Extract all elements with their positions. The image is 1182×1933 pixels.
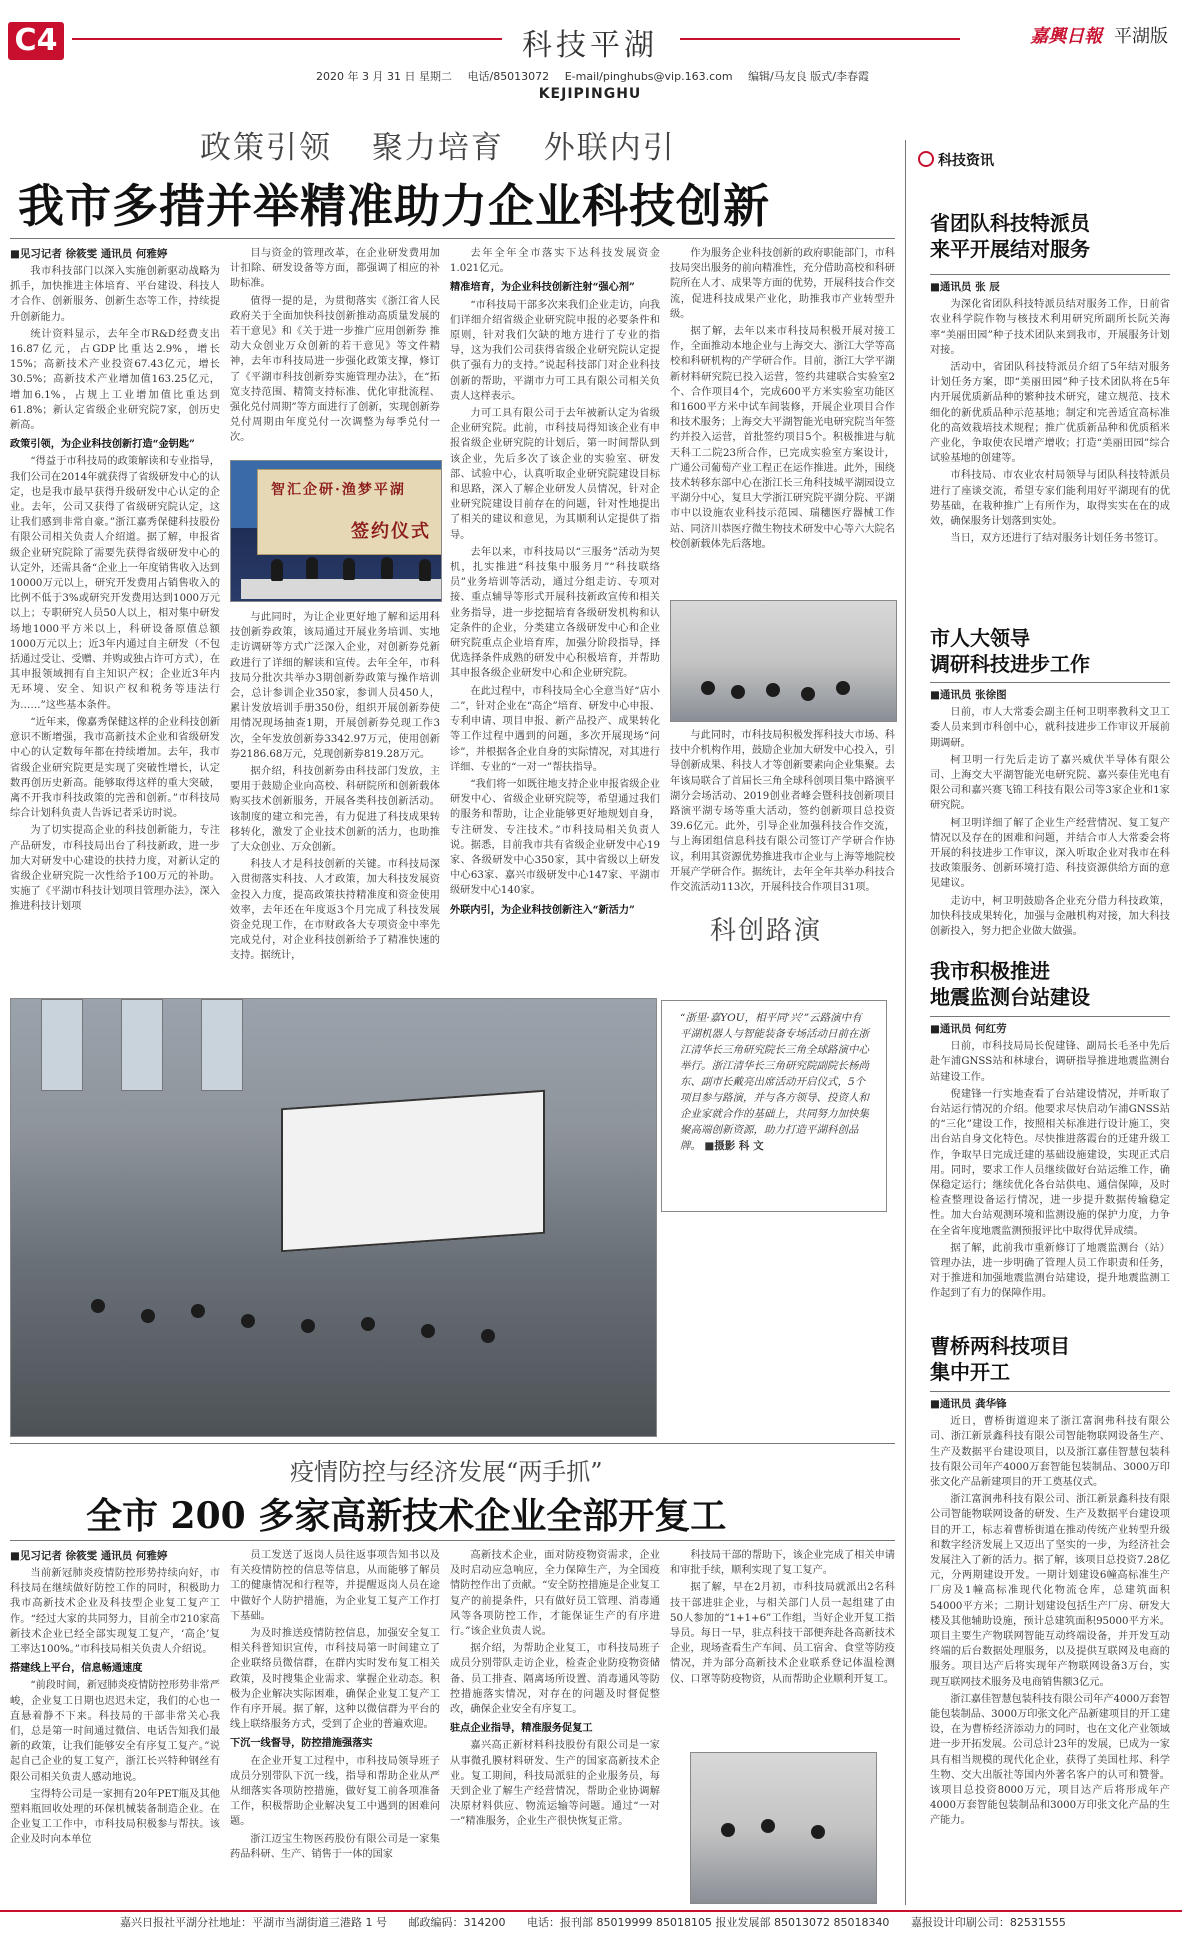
paragraph: 去年全年全市落实下达科技发展资金1.021亿元。 [450,248,660,275]
paragraph: 据介绍，为帮助企业复工，市科技局班子成员分别带队走访企业，检查企业防疫物资储备、员工排查、隔离场所设置、消毒通风等防控措施落实情况，对存在的问题及时督促整改，确保企业安全有序复工。 [450,1643,660,1716]
phone: 电话/85013072 [467,70,550,83]
paper-brand [1030,22,1168,48]
paragraph: 科技人才是科技创新的关键。市科技局深入贯彻落实科技、人才政策，加大科技发展资金投入力度，提高政策扶持精准度和资金使用效率，去年还在年度返3个月完成了科技发展资金兑现工作，在市财政各大专项资金中率先完成兑付，对企业科技创新给予了精准快速的支持。据统计， [230,859,440,962]
photo-window [41,999,83,1091]
signing-ceremony-photo [230,460,442,602]
paragraph: 浙江嘉佳智慧包装科技有限公司年产4000万套智能包装制品、3000万印张文化产品新建项目的开工建设，在为曹桥经济添动力的同时，也在文化产业领域进一步开拓发展。公司总计23年的发展，已成为一家具有相当规模的现代化企业，获得了美国杜邦、科学生物、交大出版社等国内外著名客户的认可和赞誉。该项目总投资8000万元，项目达产后将形成年产4000万套智能包装制品和3000万印张文化产品的生产能力。 [930,1693,1170,1827]
photo-person [271,559,283,581]
dateline [316,68,916,84]
photo-banner-sub: 签约仪式 [351,521,431,542]
paragraph: 与此同时，市科技局积极发挥科技大市场、科技中介机构作用，鼓励企业加大研发中心投入，引导创新成果、科技人才等创新要素向企业集聚。去年该局联合了首届长三角全球科创项目集中路演平湖分会场活动、2019创业者峰会暨科技创新项目路演平湖专场等重大活动，签约创新项目总投资39.6亿元。此外，引导企业加强科技合作交流，与上海团组信息科技有限公司签订产学研合作协议，利用其资源优势推进我市企业与上海等地院校开展产学研合作。据统计，去年全年共举办科技合作交流活动113次，开展科技合作项目31项。 [670,730,895,894]
paragraph: 宝得特公司是一家拥有20年PET瓶及其他塑料瓶回收处理的环保机械装备制造企业。在企业复工工作中，市科技局积极参与帮扶。该企业及时向本单位 [10,1788,220,1846]
sidebar-label-text: 科技资讯 [938,153,994,169]
editor: 编辑/马友良 版式/李春霞 [748,70,869,83]
rule [10,1443,895,1444]
photo-person [301,1319,315,1333]
photo-banner-text: 智汇企研·渔梦平湖 [271,482,406,498]
subheading: 下沉一线督导，防控措施强落实 [230,1737,373,1750]
article2-col3 [450,1548,660,1904]
article1-col1 [10,264,220,984]
kicker-part: 外联内引 [543,130,676,166]
footer-address: 嘉兴日报社平湖分社地址：平湖市当湖街道三港路 1 号 [120,1916,387,1929]
sidebar-headline: 省团队科技特派员 来平开展结对服务 [930,211,1090,261]
paragraph: 在此过程中，市科技局全心全意当好“店小二”，针对企业在“高企”培育、研发中心申报、专利申请、项目申报、新产品投产、成果转化等工作过程中遇到的问题，多次开展现场“问诊”，并根据各企业自身的实际情况，对其进行详细、专业的“一对一”帮扶指导。 [450,685,660,773]
sidebar-label-icon [918,151,934,167]
paragraph: 作为服务企业科技创新的政府职能部门，市科技局突出服务的前向精准性，充分借助高校和科研院所在人才、成果等方面的优势，开展科技合作交流，促进科技成果产业化，助推我市产业转型升级。 [670,248,895,320]
sidebar-headline: 市人大领导 调研科技进步工作 [930,626,1090,676]
paragraph: 倪建锋一行实地查看了台站建设情况，并听取了台站运行情况的介绍。他要求尽快启动乍浦GNSS站的“三化”建设工作，按照相关标准进行设计施工，突出台站自身文化特色。尽快推进落霞台的迁建升级工作，争取早日完成迁建的基础设施建设，实现正式启用。同时，要求工作人员继续做好台站运维工作，确保稳定运行；继续优化各台站供电、通信保障，及时检查整理设备运行情况，进一步提升数据传输稳定性。加大台站观测环境和监测设施的保护力度，力争在全省年度地震监测预报评比中取得优异成绩。 [930,1088,1170,1237]
photo-window [201,999,243,1091]
paragraph: 为及时推送疫情防控信息，加强安全复工相关科普知识宣传，市科技局第一时间建立了企业联络员微信群，在群内实时发布复工相关政策，及时搜集企业需求、掌握企业动态。积极为企业解决实际困难，确保企业复工复产工作有序开展。据了解，这种以微信群为平台的线上联络服务方式，受到了企业的普遍欢迎。 [230,1628,440,1731]
masthead-rule-left [72,38,502,40]
sidebar-article-body [930,280,1170,628]
paragraph: 浙江迈宝生物医药股份有限公司是一家集药品科研、生产、销售于一体的国家 [230,1833,440,1860]
rule [10,1540,895,1541]
rule [930,274,1170,275]
rule [10,238,895,239]
paragraph: 柯卫明一行先后走访了嘉兴威伏半导体有限公司、上海交大平湖智能光电研究院、嘉兴泰佳光电有限公司和嘉兴赛飞锦工科技有限公司等3家企业和1家研究院。 [930,754,1170,812]
photo-screen [281,1090,545,1252]
paragraph: “我们将一如既往地支持企业申报省级企业研发中心、省级企业研究院等，希望通过我们的服务和帮助，让企业能够更好地规划自身，专注研发、专注技术。”市科技局相关负责人说。据悉，目前我市共有省级企业研发中心19家、各级研发中心350家，其中省级以上研发中心63家、嘉兴市级研发中心147家、平湖市级研发中心140家。 [450,778,660,897]
sidebar-byline: ■通讯员 张 辰 [930,281,1000,293]
article2-col2 [230,1548,440,1904]
kicker-part: 聚力培育 [371,130,504,166]
paragraph: 在企业开复工过程中，市科技局领导班子成员分别带队下沉一线，指导和帮助企业从严从细落实各项防控措施，做好复工前各项准备工作，积极帮助企业解决复工中遇到的困难问题。 [230,1755,440,1828]
page-code: C4 [8,22,64,60]
sidebar-headline: 曹桥两科技项目 集中开工 [930,1334,1070,1384]
sidebar-label [918,150,994,172]
article1-col4-bottom [670,728,895,986]
paper-brand-edition: 平湖版 [1114,26,1168,47]
photo-person [381,557,393,579]
sidebar-article-body [930,1022,1170,1320]
factory-photo [690,1752,877,1904]
photo-person [419,559,431,581]
paragraph: 目与资金的管理改革，在企业研发费用加计扣除、研发设备等方面，都强调了相应的补助标准。 [230,248,440,290]
paragraph: “前段时间，新冠肺炎疫情防控形势非常严峻，企业复工日期也迟迟未定，我们的心也一直悬着静不下来。科技局的干部非常关心我们，总是第一时间通过微信、电话告知我们最新的政策，让我们能够安全有序复工复产。”说起自己企业的复工复产，浙江长兴特种钢丝有限公司相关负责人感动地说。 [10,1680,220,1783]
photo-feature-title: 科创路演 [710,916,823,946]
paragraph: 科技局干部的帮助下，该企业完成了相关申请和审批手续，顺利实现了复工复产。 [670,1550,895,1577]
photo-person [701,681,715,695]
paper-brand-logo: 嘉興日報 [1030,26,1103,47]
sidebar-article-body [930,688,1170,941]
sidebar-byline: ■通讯员 龚华锋 [930,1398,1007,1410]
photo-person [766,683,780,697]
paragraph: 活动中，省团队科技特派员介绍了5年结对服务计划任务方案，即“美丽田园”种子技术团队将在5年内开展优质新品种的繁种技术研究，建立规范、技术细化的新优质品种示范基地；制定和完善适宜高标准化的高效栽培技术规程；推广优质新品种和优质稻米产业化，争取使农民增产增收；打造“美丽田园”综合试验基地的创建等。 [930,362,1170,465]
paragraph: 据了解，早在2月初，市科技局就派出2名科技干部进驻企业，与相关部门人员一起组建了由50人参加的“1+1+6”工作组，当好企业开复工指导员。每日一早，驻点科技干部便奔赴各高新技术企业，现场查看生产车间、员工宿舍、食堂等防疫情况，并为部分高新技术企业联系登记体温检测仪、口罩等防疫物资，从而帮助企业顺利开复工。 [670,1582,895,1685]
article1-headline: 我市多措并举精准助力企业科技创新 [18,179,770,233]
photo-caption [680,1010,870,1154]
article2-col4-top [670,1548,895,1748]
paragraph: 值得一提的是，为贯彻落实《浙江省人民政府关于全面加快科技创新推动高质量发展的若干意见》和《关于进一步推广应用创新券 推动大众创业万众创新的若干意见》等文件精神，去年市科技局进一步强化政策支撑，修订了《平湖市科技创新券实施管理办法》，在“拓宽支持范围、精简支持标准、优化审批流程、强化兑付周期”等方面进行了创新，实现创新券兑付周期由年度兑付一次调整为每季兑付一次。 [230,295,440,444]
footer [0,1910,1182,1932]
paragraph: 与此同时，为让企业更好地了解和运用科技创新券政策，该局通过开展业务培训、实地走访调研等方式广泛深入企业，对创新券兑新政进行了详细的解读和宣传。去年全年，市科技局分批次共举办3期创新券政策与操作培训会，总计参训企业350家，参训人员450人，累计发放培训手册350份，组织开展创新券使用情况现场抽查1期，开展创新券兑现工作3次，全年发放创新券3342.97万元，使用创新券2186.68万元，兑现创新券819.28万元。 [230,612,440,760]
paragraph: “近年来，像嘉秀保健这样的企业科技创新意识不断增强，我市高新技术企业和省级研发中心的认定数每年都在持续增加。去年，我市省级企业研究院更是实现了突破性增长，认定数再创历史新高。能够取得这样的重大突破，离不开我市科技政策的完善和创新。”市科技局综合计划科负责人告诉记者采访时说。 [10,716,220,820]
photo-person [421,1324,435,1338]
paragraph: 嘉兴高正新材料科技股份有限公司是一家从事微孔膜材料研发、生产的国家高新技术企业。复工期间，科技局派驻的企业服务员，每天到企业了解生产经营情况，帮助企业协调解决原材料供应、物流运输等问题。通过“一对一”精准服务，企业生产很快恢复正常。 [450,1740,660,1828]
photo-person [836,681,850,695]
footer-design: 嘉报设计印刷公司：82531555 [910,1916,1066,1929]
article2-headline: 全市 200 多家高新技术企业全部开复工 [86,1495,727,1537]
paragraph: 据了解，此前我市重新修订了地震监测台（站）管理办法，进一步明确了管理人员工作职责和任务，对于推进和加强地震监测台站建设，提升地震监测工作起到了有力的保障作用。 [930,1242,1170,1300]
subheading: 精准培育，为企业科技创新注射“强心剂” [450,281,635,294]
article1-byline: ■见习记者 徐筱雯 通讯员 何雅婷 [10,248,168,260]
article2-col1 [10,1566,220,1904]
paragraph: 当日，双方还进行了结对服务计划任务书签订。 [950,533,1165,545]
masthead [0,0,1182,100]
sidebar-divider [905,140,906,1905]
date: 2020 年 3 月 31 日 星期二 [316,70,452,83]
photo-person [481,1329,495,1343]
article2-kicker: 疫情防控与经济发展“两手抓” [290,1458,603,1486]
paragraph: 市科技局、市农业农村局领导与团队科技特派员进行了座谈交流，希望专家们能利用好平湖现有的优势基础，在栽种推广上有所作为，取得实实在在的成效，确保服务计划落到实处。 [930,470,1170,528]
photo-table [241,579,442,599]
paragraph: 当前新冠肺炎疫情防控形势持续向好，市科技局在继续做好防控工作的同时，积极助力我市高新技术企业及科技型企业复工复产工作。“经过大家的共同努力，目前全市210家高新技术企业已经全部实现复工复产，‘高企’复工率达100%。”市科技局相关负责人介绍说。 [10,1568,220,1656]
rule [930,682,1170,683]
paragraph: 日前，市科技局局长倪建锋、副局长毛圣中先后赴乍浦GNSS站和林埭台，调研指导推进地震监测台站建设工作。 [930,1041,1170,1083]
photo-person [191,1304,205,1318]
photo-person [731,685,745,699]
paragraph: “市科技局干部多次来我们企业走访，向我们详细介绍省级企业研究院申报的必要条件和原则，针对我们欠缺的地方进行了专业的指导，这为我们公司获得省级企业研究院认定提供了强有力的支持。”说起科技部门对企业科技创新的帮助，平湖市力可工具有限公司相关负责人这样表示。 [450,299,660,402]
paragraph: “得益于市科技局的政策解读和专业指导，我们公司在2014年就获得了省级研发中心的认定，也是我市最早获得升级研发中心认定的企业。去年，公司又获得了省级研究院认定，这让我们感到非常自豪。”浙江嘉秀保健科技股份有限公司相关负责人介绍道。据了解，申报省级企业研究院除了需要先获得省级研发中心的认定外，还需具备“企业上一年度销售收入达到10000万元以上，研究开发费用占销售收入的比例不低于3%或研究开发费用达到1000万元以上；专职研究人员50人以上，相对集中研发场地1000平方米以上，科研设备原值总额1000万元以上；近3年内通过自主研发（不包括通过受让、受赠、并购或独占许可方式），在其申报领域拥有自主知识产权；企业近3年内无环境、安全、知识产权和税务等违法行为……”这些基本条件。 [10,456,220,711]
paragraph: 力可工具有限公司于去年被新认定为省级企业研究院。此前，市科技局得知该企业有申报省级企业研究院的计划后，第一时间帮队到该企业，先后多次了该企业的实验室、研发部、试验中心，认真听取企业研究院建设目标和思路，深入了解企业研发人员情况，针对企业研究院建设目前存在的问题，针对性地提出了相关的建议和意见，为其顺利认定提供了指导。 [450,408,660,541]
paragraph: 柯卫明详细了解了企业生产经营情况、复工复产情况以及存在的困难和问题，并结合市人大常委会将开展的科技进步工作审议，深入听取企业对我市在科技政策服务、创新环境打造、科技资源供给方面的意见建议。 [930,817,1170,890]
footer-phone: 电话：报刊部 85019999 85018105 报业发展部 85013072 85018340 [527,1916,890,1929]
photo-person [801,687,815,701]
paragraph: 员工发送了返岗人员往返事项告知书以及有关疫情防控的信息等信息，从而能够了解员工的健康情况和行程等，并提醒返岗人员在途中做好个人防护措施，为企业复工复产工作打下基础。 [230,1550,440,1622]
subheading: 驻点企业指导，精准服务促复工 [450,1722,593,1735]
article1-col2-bottom [230,610,440,985]
photo-person [721,1823,735,1837]
email: E-mail/pinghubs@vip.163.com [564,70,733,83]
rule [930,1391,1170,1392]
rule [930,1016,1170,1017]
section-title: 科技平湖 [522,28,658,63]
photo-person [761,1819,775,1833]
photo-caption-text: “浙里·嘉YOU，相平同‘兴’”云路演中有平湖机器人与智能装备专场活动日前在浙江清华长三角研究院长三角全球路演中心举行。浙江清华长三角研究院副院长杨尚东、副市长戴亮出席活动开启仪式，5个项目参与路演，并与各方领导、投资人和企业家就合作的基础上，共同努力加快集聚高端创新资源，助力打造平湖科创品牌。 [680,1012,869,1152]
roadshow-photo [10,998,657,1437]
photo-person [811,1825,825,1839]
paragraph: 浙江富润弗科技有限公司、浙江新景鑫科技有限公司智能物联网设备的研发、生产及数据平台建设项目的开工，标志着曹桥街道在推动传统产业转型升级和数字经济发展上又迈出了坚实的一步，为经济社会发展注入了新的活力。据了解，该项目总投资7.28亿元，分两期建设开发。一期计划建设6幢高标准生产厂房及1幢高标准现代化物流仓库，总建筑面积54000平方米；二期计划建设包括生产厂房、研发大楼及其他辅助设施，预计总建筑面积95000平方米。项目主要生产物联网智能互动终端设备，并开发互动终端的后台数据处理服务，以及提供互联网及电商的服务。项目达产后将实现年产物联网设备3万台，实现互联网技术服务及电商销售额3亿元。 [930,1494,1170,1688]
paragraph: 走访中，柯卫明鼓励各企业充分借力科技政策，加快科技成果转化，加强与金融机构对接，加大科技创新投入，努力把企业做大做强。 [930,895,1170,938]
subheading: 搭建线上平台，信息畅通速度 [10,1662,143,1675]
subheading: 外联内引，为企业科技创新注入“新活力” [450,903,635,916]
sidebar-byline: ■通讯员 何红劳 [930,1023,1007,1035]
photo-person [241,1314,255,1328]
paragraph: 近日，曹桥街道迎来了浙江富润弗科技有限公司、浙江新景鑫科技有限公司智能物联网设备生产、生产及数据平台建设项目，以及浙江嘉佳智慧包装科技有限公司年产4000万套智能包装制品、3000万印张文化产品新建项目的开工奠基仪式。 [930,1416,1170,1489]
sidebar-article-body [930,1397,1170,1905]
paragraph: 为了切实提高企业的科技创新能力，专注产品研发，市科技局出台了科技新政，进一步加大对研发中心建设的扶持力度，对新认定的省级企业研究院一次性给予100万元的补助。实施了《平湖市科技计划项目管理办法》，深入推进科技计划项 [10,825,220,913]
subheading: 政策引领，为企业科技创新打造“金钥匙” [10,438,195,451]
sidebar-byline: ■通讯员 张徐图 [930,689,1007,701]
paragraph: 据介绍，科技创新券由科技部门发放，主要用于鼓励企业向高校、科研院所和创新载体购买技术创新服务，开展各类科技创新活动。该制度的建立和完善，有力促进了科技成果转移转化，激发了企业技术创新的活力，也助推了大众创业、万众创新。 [230,766,440,854]
paragraph: 我市科技部门以深入实施创新驱动战略为抓手，加快推进主体培育、平台建设、科技人才合作、创新服务、创新生态等工作，持续提升创新能力。 [10,266,220,323]
paragraph: 据了解，去年以来市科技局积极开展对接工作，全面推动本地企业与上海交大、浙江大学等高校和科研机构的产学研合作。目前，浙江大学平湖新材料研究院已投入运营，签约共建联合实验室2个、合作项目4个，完成600平方米实验室功能区和1600平方米中试车间装修，开展企业项目合作和技术服务；上海交大平湖智能光电研究院当年签约并投入运营，首批签约项目5个。积极推进与航天科工二院23所合作，已完成实验室方案设计，广通公司葡萄产业工程正在运作推进。此外，围绕技术转移东部中心在浙江长三角科技城平湖园设立平湖分中心，复旦大学浙江研究院平湖分院、平湖市中以设施农业科技示范园、瑞穗医疗器械工作站、同济川恭医疗微生物技术研发中心等六大院名校创新载体先后落地。 [670,326,895,550]
photo-person [306,557,318,579]
paragraph: 日前，市人大常委会副主任柯卫明率教科文卫工委人员来到市科创中心，就科技进步工作审议开展前期调研。 [930,707,1170,749]
photo-person [361,1317,375,1331]
section-pinyin: KEJIPINGHU [538,86,642,102]
photo-person [141,1309,155,1323]
footer-postcode: 邮政编码：314200 [408,1916,506,1929]
paragraph: 去年以来，市科技局以“三服务”活动为契机，扎实推进“科技集中服务月”“科技联络员”业务培训等活动，通过分组走访、专项对接、重点辅导等形式开展科技新政宣传和相关业务指导，进一步挖掘培育各级研发机构和认定条件的企业，分类建立各级研发中心和企业研究院重点企业培育库，加强分阶段指导，择优选择条件成熟的研发中心积极培育，并帮助其申报各级企业研发中心和企业研究院。 [450,546,660,680]
paragraph: 高新技术企业，面对防疫物资需求，企业及时启动应急响应，全力保障生产，为全国疫情防控作出了贡献。“安全防控措施是企业复工复产的前提条件，只有做好员工管理、消毒通风等各项防控工作，才能保证生产的有序进行。”该企业负责人说。 [450,1550,660,1638]
article1-col4 [670,246,895,596]
article1-kicker [200,122,720,167]
article1-col2-top [230,246,440,454]
photo-person [91,1299,105,1313]
article2-byline: ■见习记者 徐筱雯 通讯员 何雅婷 [10,1550,168,1562]
photo-credit: ■摄影 科 文 [704,1140,764,1152]
meeting-photo [670,600,897,722]
paragraph: 统计资料显示，去年全市R&D经费支出16.87亿元，占GDP比重达2.9%，增长15%；高新技术产业投资67.43亿元，增长30.5%；高新技术产业增加值163.25亿元，增加6.1%，占规上工业增加值比重达到61.8%；新认定省级企业研究院7家，创历史新高。 [10,328,220,432]
kicker-part: 政策引领 [200,130,332,166]
masthead-rule-right [680,38,960,40]
paragraph: 为深化省团队科技特派员结对服务工作，日前省农业科学院作物与核技术利用研究所副所长阮关海率“美丽田园”种子技术团队来到我市，开展服务计划对接。 [930,299,1170,356]
article1-col3 [450,246,660,986]
sidebar-headline: 我市积极推进 地震监测台站建设 [930,959,1090,1009]
photo-person [343,558,355,580]
photo-window [121,999,163,1091]
